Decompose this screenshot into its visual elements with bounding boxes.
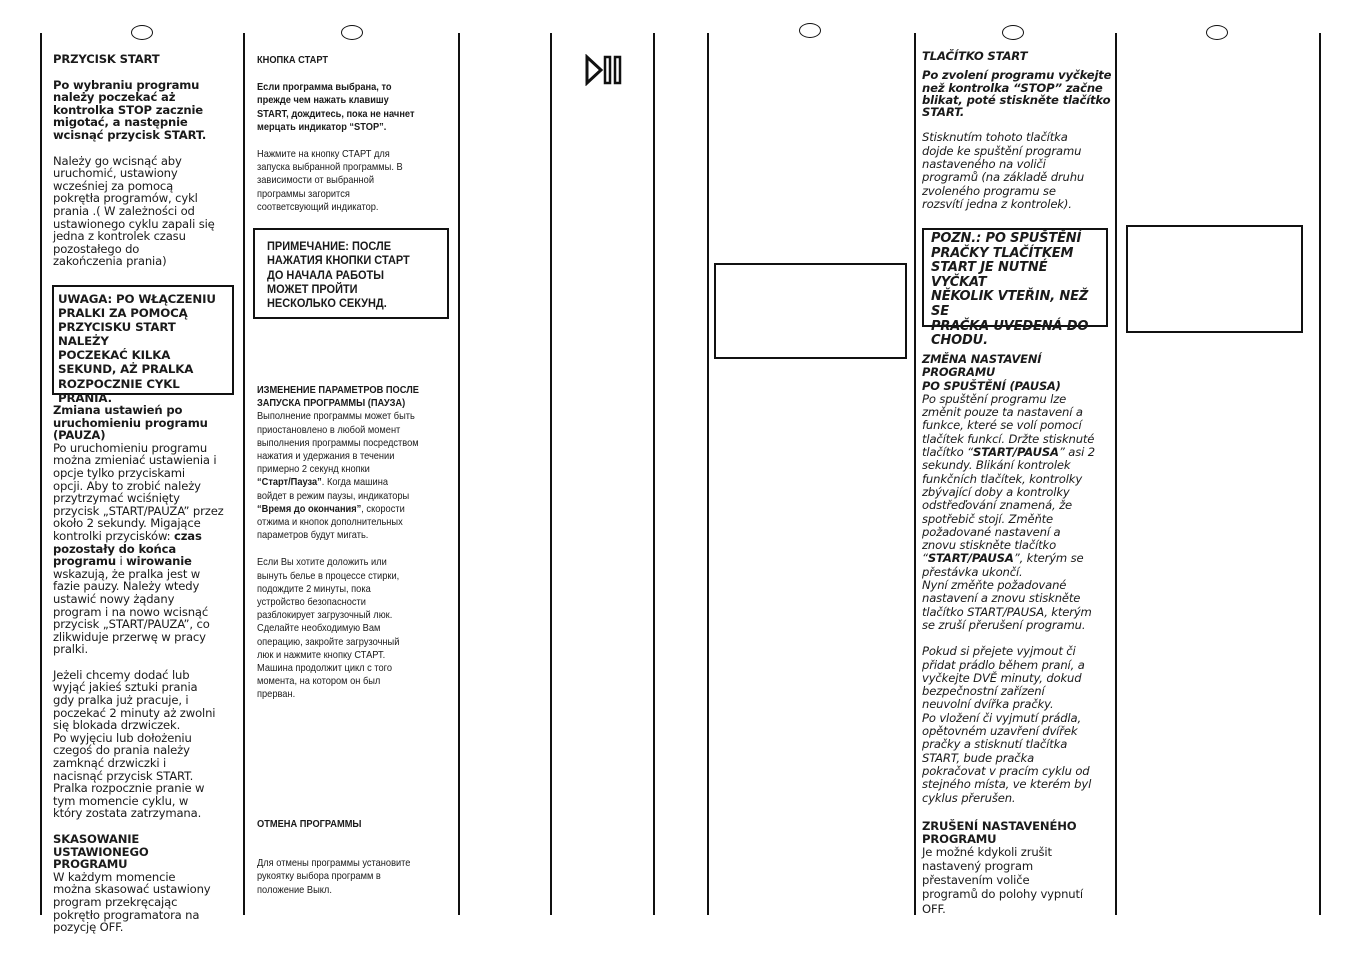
paragraph: Stisknutím tohoto tlačítka dojde ke spuštění programu nastaveného na voliči programů (na základě druhu zvoleného programu se rozsvítí jedna z kontrolek). [922, 130, 1085, 211]
section-heading: ИЗМЕНЕНИЕ ПАРАМЕТРОВ ПОСЛЕ ЗАПУСКА ПРОГРАММЫ (ПАУЗА) [257, 385, 419, 410]
czech-cancel [922, 820, 1114, 916]
paragraph: Po spuštění programu lze změnit pouze ta nastavení a funkce, které se volí pomocí tlačítek funkcí. Držte stisknuté tlačítko “START/PAUSA” asi 2 sekundy. Blikání kontrolek funkčních tlačítek, kontrolky zbývající doby a kontrolky odstřeďování znamená, že spotřebič stojí. Změňte požadované nastavení a znovu stiskněte tlačítko “START/PAUSA”, kterým se přestávka ukončí. Nyní změňte požadované nastavení a znovu stiskněte tlačítko START/PAUSA, kterým se zruší přerušení programu. [922, 391, 1095, 632]
section-heading: PRZYCISK START [53, 52, 160, 66]
flag-oval-icon [799, 23, 821, 38]
flag-oval-icon [341, 25, 363, 40]
instruction-bold: Если программа выбрана, то прежде чем нажать клавишу START, дождитесь, пока не начнет мерцать индикатор “STOP”. [257, 82, 415, 133]
czech-column [922, 50, 1112, 211]
polish-column-lower [53, 404, 237, 934]
paragraph: W każdym momencie można skasować ustawiony program przekręcając pokrętło programatora na pozycję OFF. [53, 869, 211, 935]
play-pause-icon [585, 54, 625, 86]
flag-oval-icon [1002, 25, 1024, 40]
paragraph: Należy go wcisnąć aby uruchomić, ustawiony wcześniej za pomocą pokrętła programów, cykl prania .( W zależności od ustawionego cyklu zapali się jedna z kontrolek czasu pozostałego do zakończenia prania) [53, 153, 215, 269]
section-heading: Zmiana ustawień po uruchomieniu programu (PAUZA) [53, 403, 208, 443]
paragraph: Jeżeli chcemy dodać lub wyjąć jakieś sztuki prania gdy pralka już pracuje, i poczekać 2 minuty aż zwolni się blokada drzwiczek. Po wyjęciu lub dołożeniu czegoś do prania należy zamknąć drzwiczki i nacisnąć przycisk START. Pralka rozpocznie pranie w tym momencie cyklu, w który zostata zatrzymana. [53, 667, 216, 821]
polish-column [53, 53, 237, 268]
russian-column [257, 54, 446, 214]
paragraph: Выполнение программы может быть приостановлено в любой момент выполнения программы посредством нажатия и удержания в течении примерно 2 секунд кнопки “Старт/Пауза”. Когда машина войдет в режим паузы, индикаторы “Время до окончания”, скорости отжима и кнопок дополнительных параметров будут мигать. [257, 411, 419, 542]
column-divider [653, 33, 655, 915]
warning-box [52, 285, 234, 405]
column-divider [40, 33, 42, 915]
warning-text: UWAGA: PO WŁĄCZENIU PRALKI ZA POMOCĄ PRZYCISKU START NALEŻY POCZEKAĆ KILKA SEKUND, AŻ PRALKA ROZPOCZNIE CYKL PRANIA. [58, 292, 216, 405]
flag-oval-icon [1206, 25, 1228, 40]
paragraph: Je možné kdykoli zrušit nastavený program přestavením voliče programů do polohy vypnutí OFF. [922, 845, 1083, 916]
section-heading: SKASOWANIE USTAWIONEGO PROGRAMU [53, 832, 149, 872]
column-divider [458, 33, 460, 915]
column-divider [550, 33, 552, 915]
column-divider [243, 33, 245, 915]
empty-frame [714, 263, 907, 359]
column-divider [914, 33, 916, 915]
russian-column-lower [257, 384, 446, 702]
note-box [922, 228, 1108, 349]
russian-cancel [257, 818, 446, 897]
section-heading: КНОПКА СТАРТ [257, 55, 329, 66]
paragraph: Pokud si přejete vyjmout či přidat prádlo během praní, a vyčkejte DVĚ minuty, dokud bezpečnostní zařízení neuvolní dvířka pračky. Po vložení či vyjmutí prádla, opětovném uzavření dvířek pračky a stisknutí tlačítka START, bude pračka pokračovat v pracím cyklu od stejného místa, ve kterém byl cyklus přerušen. [922, 644, 1092, 805]
note-box [253, 228, 449, 319]
paragraph: Po uruchomieniu programu można zmieniać ustawienia i opcje tylko przyciskami opcji. Aby to zrobić należy przytrzymać wciśnięty przycisk „START/PAUZA” przez około 2 sekundy. Migające kontrolki przycisków: czas pozostały do końca programu i wirowanie wskazują, że pralka jest w fazie pauzy. Należy wtedy ustawić nowy żądany program i na nowo wcisnąć przycisk „START/PAUZA”, co zlikwiduje przerwę w pracy pralki. [53, 440, 224, 657]
column-divider [1115, 33, 1117, 915]
note-text: POZN.: PO SPUŠTĚNÍ PRAČKY TLAČÍTKEM START JE NUTNÉ VYČKAT NĚKOLIK VTEŘIN, NEŽ SE PRAČKA UVEDENÁ DO CHODU. [931, 231, 1089, 349]
paragraph: Для отмены программы установите рукоятку выбора программ в положение Выкл. [257, 858, 411, 896]
section-heading: ZMĚNA NASTAVENÍ PROGRAMU PO SPUŠTĚNÍ (PAUSA) [922, 352, 1061, 393]
column-divider [1319, 33, 1321, 915]
instruction-bold: Po wybraniu programu należy poczekać aż kontrolka STOP zacznie migotać, a następnie wcisnąć przycisk START. [53, 77, 207, 142]
section-heading: ОТМЕНА ПРОГРАММЫ [257, 819, 362, 830]
instruction-bold: Po zvolení programu vyčkejte než kontrolka “STOP” začne blikat, poté stiskněte tlačítko START. [922, 68, 1112, 120]
note-text: ПРИМЕЧАНИЕ: ПОСЛЕ НАЖАТИЯ КНОПКИ СТАРТ ДО НАЧАЛА РАБОТЫ МОЖЕТ ПРОЙТИ НЕСКОЛЬКО СЕКУНД. [267, 239, 410, 311]
flag-oval-icon [131, 25, 153, 40]
paragraph: Если Вы хотите доложить или вынуть белье в процессе стирки, подождите 2 минуты, пока устройство безопасности разблокирует загрузочный люк. Сделайте необходимую Вам операцию, закройте загрузочный люк и нажмите кнопку СТАРТ. Машина продолжит цикл с того момента, на котором он был прерван. [257, 557, 400, 701]
section-heading: ZRUŠENÍ NASTAVENÉHO PROGRAMU [922, 819, 1077, 846]
empty-frame [1126, 225, 1303, 333]
paragraph: Нажмите на кнопку СТАРТ для запуска выбранной программы. В зависимости от выбранной программы загорится соответсвующий индикатор. [257, 149, 403, 213]
column-divider [707, 33, 709, 915]
section-heading: TLAČÍTKO START [922, 49, 1028, 63]
czech-column-lower [922, 353, 1114, 805]
